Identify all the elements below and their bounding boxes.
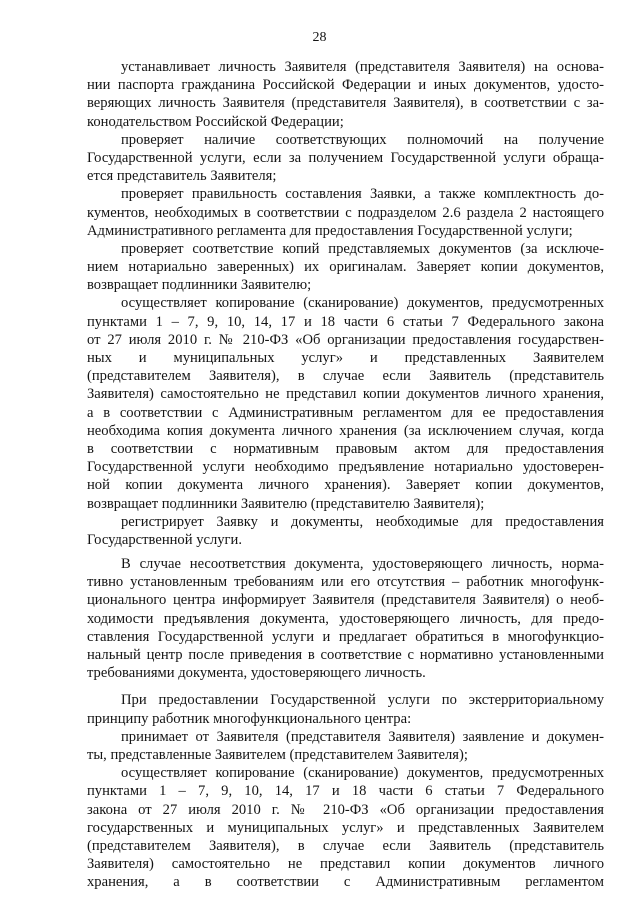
text-line: нием нотариально заверенных) их оригиналам. Заверяет копии документов, xyxy=(87,259,604,276)
paragraph xyxy=(87,240,604,295)
text-line: проверяет соответствие копий представляемых документов (за исключе- xyxy=(121,240,604,257)
text-line: ставления Государственной услуги и предлагает обратиться в многофункцио- xyxy=(87,628,604,645)
text-line: от 27 июля 2010 г. № 210-ФЗ «Об организации предоставления государствен- xyxy=(87,331,604,348)
text-line: нии паспорта гражданина Российской Федерации и иных документов, удосто- xyxy=(87,77,604,94)
text-line: проверяет правильность составления Заявки, а также комплектность до- xyxy=(121,186,604,203)
text-line: Административного регламента для предоставления Государственной услуги; xyxy=(87,222,573,239)
paragraph xyxy=(87,555,604,682)
text-line: осуществляет копирование (сканирование) документов, предусмотренных xyxy=(121,765,604,782)
text-line: нальный центр после приведения в соответствие с нормативно установленными xyxy=(87,647,604,663)
text-line: хранения, а в соответствии с Административным регламентом xyxy=(87,874,604,891)
paragraph xyxy=(87,294,604,512)
text-line: пунктами 1 – 7, 9, 10, 14, 17 и 18 части 6 статьи 7 Федерального закона xyxy=(87,313,604,330)
text-line: кументов, необходимых в соответствии с подразделом 2.6 раздела 2 настоящего xyxy=(87,204,604,221)
page-number: 28 xyxy=(312,30,327,45)
text-line: а в соответствии с Административным регламентом для ее предоставления xyxy=(87,404,604,421)
text-line: тивно установленным требованиям или его отсутствия – работник многофунк- xyxy=(87,574,604,591)
text-line: возвращает подлинники Заявителю (представителю Заявителя); xyxy=(87,495,485,512)
text-line: принимает от Заявителя (представителя Заявителя) заявление и докумен- xyxy=(121,728,604,745)
paragraph xyxy=(87,513,604,549)
text-line: Заявителя) самостоятельно не представил копии документов личного хранения, xyxy=(87,386,604,403)
paragraph xyxy=(87,691,604,727)
paragraph xyxy=(87,185,604,240)
text-line: возвращает подлинники Заявителю; xyxy=(87,277,312,294)
text-line: ходимости предъявления документа, удостоверяющего личность, для предо- xyxy=(87,610,604,627)
text-line: ты, представленные Заявителем (представителем Заявителя); xyxy=(87,746,468,763)
text-line: устанавливает личность Заявителя (представителя Заявителя) на основа- xyxy=(121,59,604,75)
text-line: При предоставлении Государственной услуги по экстерриториальному xyxy=(121,692,604,709)
text-line: в соответствии с нормативным правовым актом для предоставления xyxy=(87,440,604,457)
paragraph xyxy=(87,58,604,131)
text-line: конодательством Российской Федерации; xyxy=(87,113,344,130)
text-line: закона от 27 июля 2010 г. № 210-ФЗ «Об организации предоставления xyxy=(87,801,604,818)
text-line: Государственной услуги необходимо предъявление нотариально удостоверен- xyxy=(87,459,604,476)
text-line: проверяет наличие соответствующих полномочий на получение xyxy=(121,131,604,148)
text-line: ных и муниципальных услуг» и представленных Заявителем xyxy=(87,350,604,366)
text-line: принципу работник многофункционального центра: xyxy=(87,710,412,727)
text-line: (представителем Заявителя), в случае если Заявитель (представитель xyxy=(87,837,604,854)
text-line: ется представитель Заявителя; xyxy=(87,168,277,185)
text-line: ционального центра информирует Заявителя (представителя Заявителя) о необ- xyxy=(87,592,604,609)
text-line: В случае несоответствия документа, удостоверяющего личность, норма- xyxy=(121,556,604,573)
text-line: Заявителя) самостоятельно не представил копии документов личного xyxy=(87,856,604,873)
text-line: пунктами 1 – 7, 9, 10, 14, 17 и 18 части 6 статьи 7 Федерального xyxy=(87,783,604,800)
text-line: требованиями документа, удостоверяющего личность. xyxy=(87,665,426,682)
paragraph xyxy=(87,764,604,891)
text-line: ной копии документа личного хранения). Заверяет копии документов, xyxy=(87,477,604,494)
text-line: Государственной услуги, если за получением Государственной услуги обраща- xyxy=(87,149,604,166)
text-line: необходима копия документа личного хранения (за исключением случая, когда xyxy=(87,422,604,439)
text-line: (представителем Заявителя), в случае если Заявитель (представитель xyxy=(87,368,604,385)
text-line: осуществляет копирование (сканирование) документов, предусмотренных xyxy=(121,295,604,312)
text-line: веряющих личность Заявителя (представителя Заявителя), в соответствии с за- xyxy=(87,95,604,112)
paragraph xyxy=(87,131,604,186)
paragraph xyxy=(87,728,604,764)
document-body xyxy=(87,58,604,891)
text-line: регистрирует Заявку и документы, необходимые для предоставления xyxy=(121,513,604,530)
text-line: государственных и муниципальных услуг» и представленных Заявителем xyxy=(87,819,604,836)
text-line: Государственной услуги. xyxy=(87,531,242,548)
